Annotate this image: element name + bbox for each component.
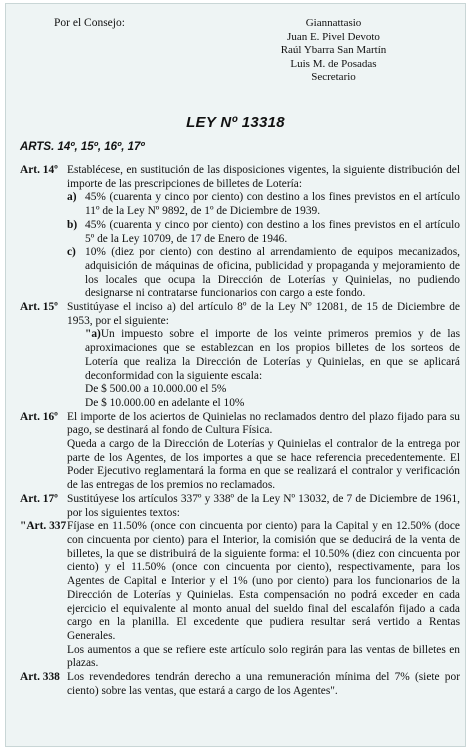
list-item [67, 219, 460, 246]
article-text: Sustitúyese los artículos 337º y 338º de la Ley Nº 13032, de 7 de Diciembre de 1961, por los siguientes textos: [67, 492, 460, 519]
scale-row: De $ 10.000.00 en adelante el 10% [85, 396, 245, 409]
article-paragraph: Los aumentos a que se refiere este artículo solo regirán para las ventas de billetes en plazas. [67, 643, 460, 670]
article-label: Art. 16º [20, 410, 58, 423]
item-text: 45% (cuarenta y cinco por ciento) con destino a los fines previstos en el artículo 11º de la Ley Nº 9892, de 1º de Diciembre de 1939. [85, 191, 460, 218]
document-page [5, 3, 466, 747]
article-14 [20, 164, 460, 301]
list-item [67, 246, 460, 301]
signatories-block [251, 17, 416, 85]
clause-text: Un impuesto sobre el importe de los veinte primeros premios y de las aproximaciones que se establezcan en los propios billetes de los sorteos de Lotería que realiza la Dirección de Loterías y Quinielas, en que se aplicará deconformidad con la siguiente escala: [85, 328, 460, 382]
article-text: Los revendedores tendrán derecho a una remuneración mínima del 7% (siete por ciento) sobre las ventas, que estará a cargo de los Agentes". [67, 671, 460, 697]
quoted-clause [67, 328, 460, 410]
item-label: b) [67, 218, 78, 231]
article-338 [20, 671, 460, 698]
item-label: a) [67, 191, 77, 204]
signatory: Juan E. Pivel Devoto [287, 30, 380, 43]
list-item [67, 191, 460, 218]
article-label: Art. 17º [20, 492, 58, 505]
item-label: c) [67, 246, 76, 259]
item-text: 10% (diez por ciento) con destino al arrendamiento de equipos mecanizados, adquisición de máquinas de oficina, publicidad y propaganda y mejoramiento de los locales que ocupa la Dirección de Loterías y Quinielas, no pudiendo designarse ni contratarse funcionarios con cargo a este fondo. [85, 246, 460, 300]
law-title: LEY Nº 13318 [186, 114, 285, 131]
article-337 [20, 520, 460, 671]
signatory: Giannattasio [305, 17, 362, 29]
signatory-role: Secretario [311, 71, 356, 84]
clause-label: "a) [85, 328, 101, 341]
signatory: Raúl Ybarra San Martín [280, 44, 387, 57]
article-label: "Art. 337 [20, 520, 67, 533]
article-label: Art. 15º [20, 301, 58, 314]
article-label: Art. 338 [20, 671, 60, 684]
article-16 [20, 411, 460, 493]
article-paragraph: El importe de los aciertos de Quinielas no reclamados dentro del plazo fijado para su pago, se destinará al fondo de Cultura Física. [67, 410, 460, 437]
article-intro: Establécese, en sustitución de las disposiciones vigentes, la siguiente distribución del importe de las prescripciones de billetes de Lotería: [67, 164, 460, 190]
item-text: 45% (cuarenta y cinco por ciento) con destino a los fines previstos en el artículo 5º de la Ley 10709, de 17 de Enero de 1946. [85, 218, 460, 245]
signatory: Luis M. de Posadas [290, 57, 377, 70]
article-label: Art. 14º [20, 164, 58, 176]
article-paragraph: Fíjase en 11.50% (once con cincuenta por ciento) para la Capital y en 12.50% (doce con cincuenta por ciento) para el Interior, la comisión que se deducirá de la venta de billetes, la que se distribuirá de la siguiente forma: el 10.50% (diez con cincuenta por ciento) y el 11.50% (once con cincuenta por ciento), respectivamente, para los Agentes de Capital e Interior y el 1% (uno por ciento) para los funcionarios de la Dirección de Loterías y Quinielas. Esta compensación no podrá exceder en cada ejercicio el equivalente al monto anual del sueldo final del escalafón fijado a cada cargo en la planilla. El excedente que pudiera resultar será vertido a Rentas Generales. [67, 520, 460, 642]
scale-row: De $ 500.00 a 10.000.00 el 5% [85, 383, 227, 396]
article-17 [20, 493, 460, 520]
article-intro: Sustitúyase el inciso a) del artículo 8º de la Ley Nº 12081, de 15 de Diciembre de 1953, por el siguiente: [67, 301, 460, 327]
law-body [20, 164, 460, 698]
article-15 [20, 301, 460, 411]
council-label: Por el Consejo: [54, 17, 125, 29]
article-paragraph: Queda a cargo de la Dirección de Loterías y Quinielas el contralor de la entrega por parte de los Agentes, de los importes a que se hace referencia precedentemente. El Poder Ejecutivo reglamentará la forma en que se realizará el contralor y verificación de las entregas de los premios no reclamados. [67, 438, 460, 492]
articles-heading: ARTS. 14º, 15º, 16º, 17º [20, 141, 145, 153]
